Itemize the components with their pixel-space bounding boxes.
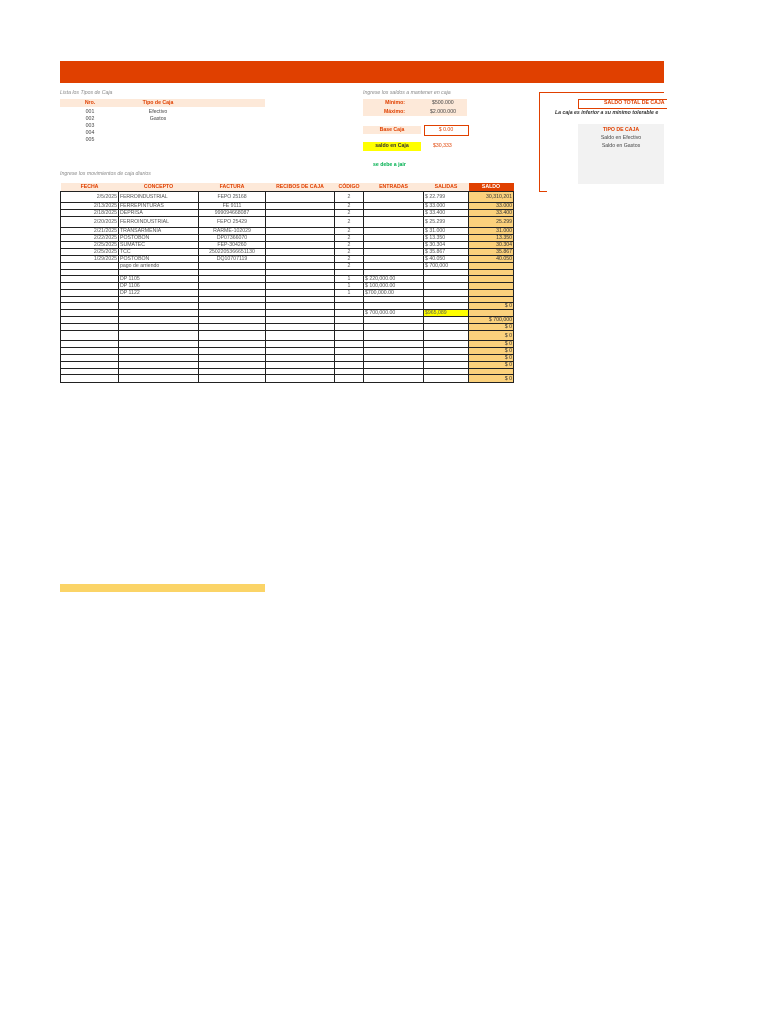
saldo-total-title: SALDO TOTAL DE CAJA	[604, 100, 665, 106]
cell-entradas[interactable]	[364, 192, 424, 203]
cell-saldo: 30.304	[469, 242, 514, 249]
cell-concepto[interactable]	[119, 348, 199, 355]
cell-concepto[interactable]	[119, 341, 199, 348]
tipos-col-tipo: Tipo de Caja	[142, 100, 174, 106]
cell-recibo[interactable]	[266, 192, 335, 203]
cell-salidas[interactable]	[424, 290, 469, 297]
movimientos-header-row	[61, 183, 514, 192]
cell-factura[interactable]	[199, 341, 266, 348]
cell-recibo[interactable]	[266, 210, 335, 217]
cell-salidas[interactable]	[424, 341, 469, 348]
cell-fecha[interactable]	[61, 362, 119, 369]
cell-recibo[interactable]	[266, 263, 335, 270]
cell-fecha[interactable]: 1/29/2025	[61, 256, 119, 263]
cell-recibo[interactable]	[266, 283, 335, 290]
cell-recibo[interactable]	[266, 310, 335, 317]
cell-entradas[interactable]	[364, 324, 424, 331]
cell-fecha[interactable]	[61, 310, 119, 317]
cell-saldo: $ 0	[469, 362, 514, 369]
cell-salidas[interactable]: $ 22.799	[424, 192, 469, 203]
col-header-concepto: CONCEPTO	[119, 183, 199, 192]
maximo-label: Máximo:	[383, 109, 405, 115]
cell-concepto[interactable]	[119, 324, 199, 331]
cell-concepto[interactable]	[119, 362, 199, 369]
panel-border-top	[539, 92, 664, 93]
tipo-nro: 001	[85, 109, 95, 115]
cell-factura[interactable]: FE 9111	[199, 203, 266, 210]
cell-fecha[interactable]: 2/21/2025	[61, 228, 119, 235]
cell-codigo[interactable]: 2	[335, 217, 364, 228]
cell-factura[interactable]: DQ10707119	[199, 256, 266, 263]
cell-saldo: $ 0	[469, 324, 514, 331]
tipos-col-nro: Nro.	[84, 100, 96, 106]
tipo-panel-efectivo: Saldo en Efectivo	[600, 135, 642, 141]
table-row	[61, 355, 514, 362]
cell-saldo: 40.050	[469, 256, 514, 263]
cell-fecha[interactable]: 2/25/2025	[61, 242, 119, 249]
cell-salidas[interactable]: $ 40.050	[424, 256, 469, 263]
cell-fecha[interactable]	[61, 283, 119, 290]
cell-entradas[interactable]	[364, 235, 424, 242]
cell-saldo: $ 0	[469, 331, 514, 341]
cell-factura[interactable]	[199, 355, 266, 362]
cell-fecha[interactable]	[61, 317, 119, 324]
cell-salidas[interactable]	[424, 276, 469, 283]
cell-factura[interactable]	[199, 324, 266, 331]
cell-entradas[interactable]	[364, 348, 424, 355]
panel-border-left	[539, 92, 540, 192]
cell-factura[interactable]	[199, 263, 266, 270]
cell-recibo[interactable]	[266, 242, 335, 249]
col-header-salidas: SALIDAS	[424, 183, 469, 192]
cell-fecha[interactable]	[61, 341, 119, 348]
cell-saldo: 35.867	[469, 249, 514, 256]
cell-salidas[interactable]	[424, 317, 469, 324]
cell-factura[interactable]: RARME-102029	[199, 228, 266, 235]
cell-saldo: $ 0	[469, 355, 514, 362]
cell-factura[interactable]: DP07366070	[199, 235, 266, 242]
cell-codigo[interactable]: 1	[335, 276, 364, 283]
col-header-fecha: FECHA	[61, 183, 119, 192]
cell-entradas[interactable]: $ 700,000.00	[364, 310, 424, 317]
cell-recibo[interactable]	[266, 290, 335, 297]
cell-recibo[interactable]	[266, 355, 335, 362]
cell-entradas[interactable]: $ 100,000.00	[364, 283, 424, 290]
panel-warning: La caja es inferior a su mínimo tolerable e	[555, 110, 659, 116]
cell-factura[interactable]: FEPO 25429	[199, 217, 266, 228]
table-row	[61, 283, 514, 290]
cell-entradas[interactable]: $ 220,000.00	[364, 276, 424, 283]
cell-salidas[interactable]: $ 35.867	[424, 249, 469, 256]
cell-saldo	[469, 263, 514, 270]
cell-recibo[interactable]	[266, 324, 335, 331]
cell-factura[interactable]: 999094668087	[199, 210, 266, 217]
cell-entradas[interactable]: $700,000.00	[364, 290, 424, 297]
cell-salidas[interactable]	[424, 362, 469, 369]
cell-salidas[interactable]: $ 13.350	[424, 235, 469, 242]
saldo-label: saldo en Caja	[375, 143, 409, 149]
cell-entradas[interactable]	[364, 303, 424, 310]
maximo-value[interactable]: $2.000.000	[430, 109, 456, 115]
cell-concepto[interactable]: FERREPINTURAS	[119, 203, 199, 210]
tipo-nro: 004	[85, 130, 95, 136]
cell-codigo[interactable]: 2	[335, 228, 364, 235]
cell-codigo[interactable]: 2	[335, 210, 364, 217]
cell-salidas[interactable]: $ 33.400	[424, 210, 469, 217]
cell-salidas[interactable]: $ 30.304	[424, 242, 469, 249]
cell-recibo[interactable]	[266, 348, 335, 355]
table-row	[61, 235, 514, 242]
base-value: $ 0.00	[438, 127, 454, 133]
movimientos-body	[61, 192, 514, 383]
cell-fecha[interactable]	[61, 290, 119, 297]
cell-saldo: 30,310,201	[469, 192, 514, 203]
cell-saldo: 13.350	[469, 235, 514, 242]
cell-fecha[interactable]	[61, 303, 119, 310]
cell-salidas[interactable]: $ 25.299	[424, 217, 469, 228]
tipo-nro: 005	[85, 137, 95, 143]
cell-factura[interactable]	[199, 303, 266, 310]
cell-concepto[interactable]	[119, 375, 199, 383]
total-bar	[60, 584, 265, 592]
col-header-factura: FACTURA	[199, 183, 266, 192]
cell-recibo[interactable]	[266, 276, 335, 283]
cell-recibo[interactable]	[266, 317, 335, 324]
cell-saldo: $ 0	[469, 303, 514, 310]
cell-codigo[interactable]: 2	[335, 242, 364, 249]
cell-concepto[interactable]	[119, 355, 199, 362]
table-row	[61, 263, 514, 270]
cell-salidas[interactable]	[424, 283, 469, 290]
table-row	[61, 290, 514, 297]
tipo-nro: 003	[85, 123, 95, 129]
cell-salidas[interactable]: $ 31.000	[424, 228, 469, 235]
cell-fecha[interactable]	[61, 375, 119, 383]
cell-entradas[interactable]	[364, 375, 424, 383]
base-label: Base Caja	[379, 127, 405, 133]
cell-codigo[interactable]	[335, 324, 364, 331]
cell-fecha[interactable]	[61, 355, 119, 362]
cell-codigo[interactable]	[335, 317, 364, 324]
cell-saldo	[469, 283, 514, 290]
cell-factura[interactable]	[199, 283, 266, 290]
cell-factura[interactable]	[199, 276, 266, 283]
cell-codigo[interactable]	[335, 341, 364, 348]
table-row	[61, 228, 514, 235]
cell-codigo[interactable]	[335, 362, 364, 369]
saldo-value: $30,333	[433, 143, 452, 149]
cell-fecha[interactable]	[61, 348, 119, 355]
cell-concepto[interactable]: FERROINDUSTRIAL	[119, 192, 199, 203]
table-row	[61, 242, 514, 249]
cell-codigo[interactable]: 2	[335, 249, 364, 256]
cell-codigo[interactable]: 2	[335, 203, 364, 210]
cell-entradas[interactable]	[364, 317, 424, 324]
cell-factura[interactable]	[199, 348, 266, 355]
table-row	[61, 331, 514, 341]
cell-codigo[interactable]	[335, 355, 364, 362]
cell-factura[interactable]	[199, 331, 266, 341]
table-row	[61, 276, 514, 283]
cell-concepto[interactable]: POSTOBON	[119, 235, 199, 242]
cell-factura[interactable]	[199, 362, 266, 369]
cell-codigo[interactable]	[335, 303, 364, 310]
cell-saldo: 31.000	[469, 228, 514, 235]
cell-concepto[interactable]: SUMATEC	[119, 242, 199, 249]
cell-concepto[interactable]: FERROINDUSTRIAL	[119, 217, 199, 228]
table-row	[61, 310, 514, 317]
cell-entradas[interactable]	[364, 341, 424, 348]
tipo-panel-title: TIPO DE CAJA	[602, 127, 640, 133]
cell-salidas[interactable]: $ 700,000	[424, 263, 469, 270]
cell-salidas[interactable]	[424, 331, 469, 341]
movimientos-title: Ingrese los movimientos de caja diarios	[60, 171, 151, 177]
cell-factura[interactable]	[199, 317, 266, 324]
cell-concepto[interactable]: TCC	[119, 249, 199, 256]
cell-recibo[interactable]	[266, 362, 335, 369]
cell-concepto[interactable]: DP 1106	[119, 283, 199, 290]
cell-entradas[interactable]	[364, 228, 424, 235]
cell-saldo	[469, 276, 514, 283]
cell-factura[interactable]	[199, 290, 266, 297]
table-row	[61, 217, 514, 228]
cell-fecha[interactable]: 2/22/2025	[61, 235, 119, 242]
cell-factura[interactable]: FEPO 25168	[199, 192, 266, 203]
cell-saldo: 25.299	[469, 217, 514, 228]
cell-recibo[interactable]	[266, 217, 335, 228]
tipo-nro: 002	[85, 116, 95, 122]
cell-fecha[interactable]: 2/5/2025	[61, 192, 119, 203]
cell-salidas[interactable]	[424, 375, 469, 383]
cell-concepto[interactable]: pago de arriendo	[119, 263, 199, 270]
cell-codigo[interactable]	[335, 331, 364, 341]
cell-codigo[interactable]: 1	[335, 290, 364, 297]
cell-saldo: $ 0	[469, 348, 514, 355]
cell-fecha[interactable]	[61, 324, 119, 331]
table-row	[61, 210, 514, 217]
cell-recibo[interactable]	[266, 256, 335, 263]
cell-saldo: 33.400	[469, 210, 514, 217]
saldos-title: Ingrese los saldos a mantener en caja	[363, 90, 451, 96]
cell-fecha[interactable]	[61, 263, 119, 270]
cell-entradas[interactable]	[364, 210, 424, 217]
minimo-value[interactable]: $500.000	[432, 100, 454, 106]
cell-entradas[interactable]	[364, 263, 424, 270]
cell-codigo[interactable]: 2	[335, 256, 364, 263]
table-row	[61, 362, 514, 369]
cell-saldo: $ 0	[469, 375, 514, 383]
cell-recibo[interactable]	[266, 341, 335, 348]
cell-codigo[interactable]	[335, 348, 364, 355]
cell-recibo[interactable]	[266, 375, 335, 383]
cell-factura[interactable]: 250220536665113​0	[199, 249, 266, 256]
cell-codigo[interactable]: 2	[335, 192, 364, 203]
table-row	[61, 203, 514, 210]
table-row	[61, 317, 514, 324]
movimientos-table	[60, 183, 514, 383]
cell-salidas[interactable]	[424, 303, 469, 310]
cell-entradas[interactable]	[364, 217, 424, 228]
cell-saldo: $ 700,000	[469, 317, 514, 324]
cell-salidas[interactable]: $ 33.000	[424, 203, 469, 210]
cell-entradas[interactable]	[364, 355, 424, 362]
cell-codigo[interactable]	[335, 375, 364, 383]
cell-concepto[interactable]: DP 1105	[119, 276, 199, 283]
table-row	[61, 303, 514, 310]
minimo-label: Mínimo:	[385, 100, 405, 106]
cell-concepto[interactable]	[119, 317, 199, 324]
tipo-nombre[interactable]: Gastos	[149, 116, 167, 122]
table-row	[61, 249, 514, 256]
tipo-nombre[interactable]: Efectivo	[148, 109, 168, 115]
header-banner	[60, 61, 664, 83]
cell-fecha[interactable]	[61, 276, 119, 283]
cell-concepto[interactable]	[119, 331, 199, 341]
cell-salidas[interactable]	[424, 324, 469, 331]
cell-saldo: $ 0	[469, 341, 514, 348]
cell-factura[interactable]: FEP-304260	[199, 242, 266, 249]
cell-concepto[interactable]: TRANSARMENIA	[119, 228, 199, 235]
cell-fecha[interactable]: 2/13/2025	[61, 203, 119, 210]
cell-fecha[interactable]	[61, 331, 119, 341]
cell-salidas[interactable]	[424, 348, 469, 355]
cell-codigo[interactable]: 2	[335, 263, 364, 270]
cell-salidas[interactable]: $965,089	[424, 310, 469, 317]
panel-border-bottom	[539, 191, 547, 192]
cell-recibo[interactable]	[266, 331, 335, 341]
col-header-recibos: RECIBOS DE CAJA	[266, 183, 335, 192]
tipo-panel-gastos: Saldo en Gastos	[601, 143, 641, 149]
table-row	[61, 324, 514, 331]
col-header-saldo: SALDO	[469, 183, 514, 192]
col-header-entradas: ENTRADAS	[364, 183, 424, 192]
cell-entradas[interactable]	[364, 331, 424, 341]
cell-fecha[interactable]: 2/20/2025	[61, 217, 119, 228]
table-row	[61, 192, 514, 203]
cell-saldo	[469, 310, 514, 317]
cell-codigo[interactable]	[335, 310, 364, 317]
table-row	[61, 375, 514, 383]
cell-codigo[interactable]: 2	[335, 235, 364, 242]
cell-concepto[interactable]	[119, 303, 199, 310]
cell-concepto[interactable]	[119, 310, 199, 317]
cell-saldo: 33.000	[469, 203, 514, 210]
cell-recibo[interactable]	[266, 249, 335, 256]
cell-entradas[interactable]	[364, 256, 424, 263]
cell-entradas[interactable]	[364, 362, 424, 369]
status-message: se debe a jair	[373, 162, 406, 168]
table-row	[61, 348, 514, 355]
cell-entradas[interactable]	[364, 242, 424, 249]
cell-codigo[interactable]: 1	[335, 283, 364, 290]
cell-fecha[interactable]: 2/18/2025	[61, 210, 119, 217]
table-row	[61, 341, 514, 348]
tipos-title: Lista los Tipos de Caja	[60, 90, 113, 96]
cell-recibo[interactable]	[266, 235, 335, 242]
cell-factura[interactable]	[199, 375, 266, 383]
cell-concepto[interactable]: DEPRISA	[119, 210, 199, 217]
cell-entradas[interactable]	[364, 249, 424, 256]
cell-saldo	[469, 290, 514, 297]
cell-concepto[interactable]: DP 1122	[119, 290, 199, 297]
cell-factura[interactable]	[199, 310, 266, 317]
cell-concepto[interactable]: POSTOBON	[119, 256, 199, 263]
col-header-codigo: CÓDIGO	[335, 183, 364, 192]
cell-salidas[interactable]	[424, 355, 469, 362]
cell-entradas[interactable]	[364, 203, 424, 210]
cell-recibo[interactable]	[266, 228, 335, 235]
table-row	[61, 256, 514, 263]
cell-fecha[interactable]: 2/25/2025	[61, 249, 119, 256]
cell-recibo[interactable]	[266, 303, 335, 310]
cell-recibo[interactable]	[266, 203, 335, 210]
